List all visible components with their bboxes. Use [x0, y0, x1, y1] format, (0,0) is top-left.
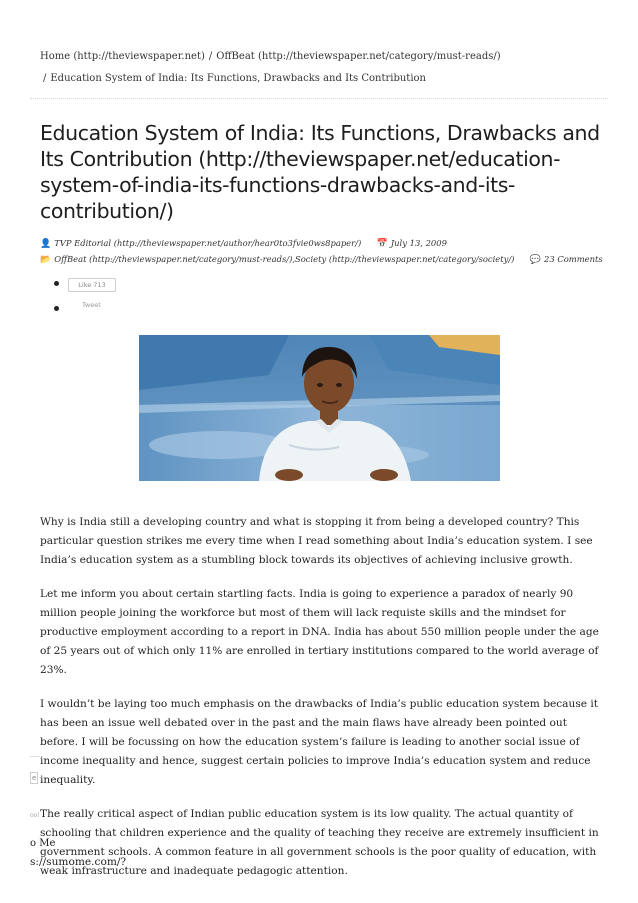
sumome-link-fragment[interactable]: s://sumome.com/? — [30, 856, 127, 868]
article-paragraph: The really critical aspect of Indian public education system is its low quality. The actual quantity of schooling that children experience and the quality of teaching they receive are extremely insufficient in government schools. A common feature in all government schools is the poor quality of education, with weak infrastructure and inadequate pedagogic attention. — [40, 808, 599, 877]
sidebar-divider — [30, 756, 40, 757]
article-paragraph: Why is India still a developing country and what is stopping it from being a developed country? This particular question strikes me every time when I read something about India’s education system. I see India’s education system as a stumbling block towards its objectives of achieving inclusive growth. — [40, 516, 593, 566]
user-icon: 👤 — [40, 239, 52, 249]
tweet-button[interactable]: Tweet — [82, 301, 101, 309]
article-paragraph: I wouldn’t be laying too much emphasis on the drawbacks of India’s public education system because it has been an issue well debated over in the past and the main flaws have already been pointed out before. I will be focussing on how the education system’s failure is leading to another social issue of income inequality and hence, suggest certain policies to improve India’s education system and reduce inequality. — [40, 698, 599, 786]
sumome-label-fragment[interactable]: o Me — [30, 838, 56, 849]
breadcrumb — [40, 46, 610, 90]
article-meta-primary — [40, 238, 610, 249]
breadcrumb-offbeat-link[interactable]: OffBeat (http://theviewspaper.net/category/must-reads/) — [216, 51, 501, 62]
article-title[interactable]: Education System of India: Its Functions, Drawbacks and Its Contribution (http://theviewspaper.net/education-system-of-india-its-functions-drawbacks-and-its-contribution/) — [40, 121, 600, 223]
calendar-icon: 📅 — [376, 239, 388, 249]
article-photo — [139, 335, 500, 481]
breadcrumb-separator: / — [43, 73, 47, 84]
breadcrumb-separator: / — [208, 51, 213, 62]
article-meta-secondary — [40, 254, 610, 265]
breadcrumb-home-link[interactable]: Home (http://theviewspaper.net) — [40, 51, 205, 62]
comments-icon: 💬 — [529, 255, 541, 265]
author-link[interactable]: TVP Editorial (http://theviewspaper.net/author/hear0to3fvie0ws8paper/) — [54, 238, 362, 248]
boy-photo-illustration — [139, 335, 500, 481]
bullet-dot — [54, 281, 59, 286]
category-links[interactable]: OffBeat (http://theviewspaper.net/category/must-reads/),Society (http://theviewspaper.net/category/society/) — [54, 254, 515, 264]
folder-icon: 📂 — [40, 255, 52, 265]
article-body — [40, 513, 605, 896]
sidebar-widget-fragment: ool — [30, 812, 40, 819]
bullet-dot — [54, 306, 59, 311]
post-date: July 13, 2009 — [390, 238, 447, 248]
comments-link[interactable]: 23 Comments — [544, 254, 603, 264]
header-divider — [30, 98, 608, 99]
article-paragraph: Let me inform you about certain startling facts. India is going to experience a paradox of nearly 90 million people joining the workforce but most of them will lack requiste skills and the mindset for productive employment according to a report in DNA. India has about 550 million people under the age of 25 years out of which only 11% are enrolled in tertiary institutions compared to the world average of 23%. — [40, 588, 599, 676]
facebook-like-button[interactable]: Like 713 — [68, 278, 116, 292]
sidebar-widget-fragment[interactable]: e — [32, 774, 37, 782]
breadcrumb-current: Education System of India: Its Functions, Drawbacks and Its Contribution — [50, 73, 426, 84]
